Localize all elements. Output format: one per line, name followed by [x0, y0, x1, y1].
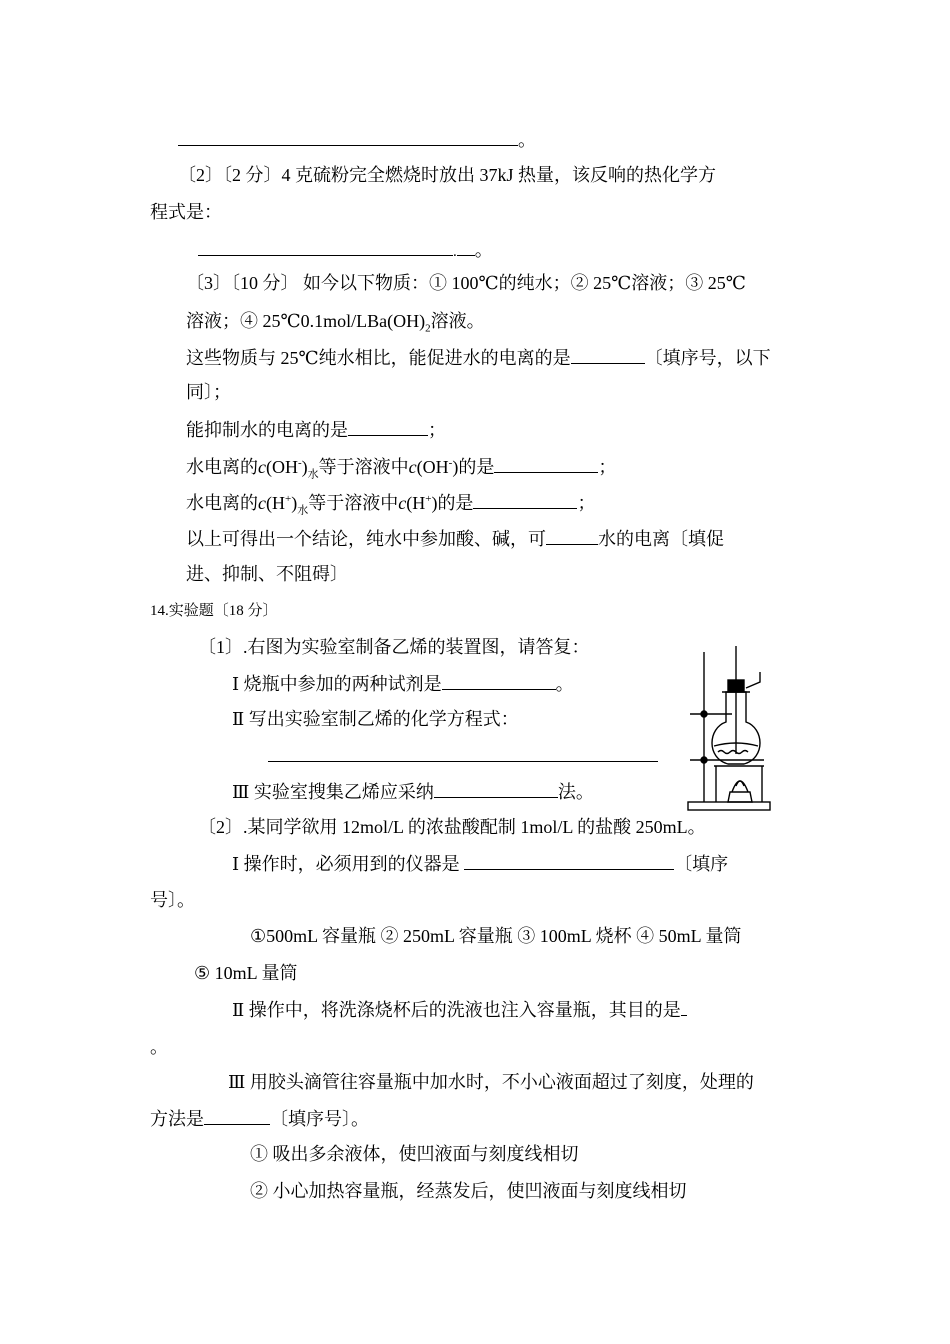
q14-choice-2: ② 小心加热容量瓶，经蒸发后，使凹液面与刻度线相切: [250, 1181, 687, 1201]
q14-part1-ii: Ⅱ 写出实验室制乙烯的化学方程式：: [232, 709, 519, 729]
answer-blank[interactable]: [204, 1107, 270, 1125]
q3-line8: 以上可得出一个结论，纯水中参加酸、碱，可 水的电离〔填促: [186, 529, 724, 549]
answer-blank[interactable]: [571, 346, 645, 364]
answer-blank[interactable]: [464, 852, 674, 870]
q14-part1-i: Ⅰ 烧瓶中参加的两种试剂是 。: [232, 674, 574, 694]
q3-line5: 能抑制水的电离的是 ；: [186, 420, 446, 440]
answer-blank[interactable]: [681, 998, 687, 1016]
answer-blank[interactable]: [494, 455, 598, 473]
q14-part2-i-cont: 号〕。: [150, 890, 195, 910]
answer-blank[interactable]: [457, 238, 475, 256]
q3-line3: 这些物质与 25℃纯水相比，能促进水的电离的是 〔填序号，以下: [186, 348, 771, 368]
answer-blank[interactable]: [348, 418, 428, 436]
q3-line9: 进、抑制、不阻碍〕: [186, 564, 348, 584]
q3-line7: 水电离的$c(H^+)_水$等于溶液中c(H+)的是 ；: [186, 493, 596, 517]
q3-line1: 〔3〕〔10 分〕 如今以下物质：① 100℃的纯水；② 25℃溶液；③ 25℃: [186, 273, 746, 293]
q14-part2-ii: Ⅱ 操作中，将洗涤烧杯后的洗液也注入容量瓶，其目的是: [232, 998, 687, 1021]
q14-part2-iii-cont: 方法是 〔填序号〕。: [150, 1109, 369, 1129]
answer-blank[interactable]: [473, 491, 577, 509]
q14-part1-head: 〔1〕.右图为实验室制备乙烯的装置图，请答复：: [198, 637, 590, 657]
q14-part1-iii: Ⅲ 实验室搜集乙烯应采纳 法。: [232, 782, 594, 802]
q2-line1: 〔2〕〔2 分〕4 克硫粉完全燃烧时放出 37kJ 热量，该反响的热化学方: [178, 165, 717, 185]
q3-line4: 同〕；: [186, 382, 231, 402]
answer-blank[interactable]: [198, 238, 453, 256]
answer-blank[interactable]: [178, 128, 518, 146]
q14-part2-iii: Ⅲ 用胶头滴管往容量瓶中加水时，不小心液面超过了刻度，处理的: [228, 1072, 754, 1092]
q14-part1-ii-answer: [268, 744, 658, 767]
q2-answer-line: . 。: [198, 238, 493, 263]
answer-line-top: 。: [178, 128, 536, 151]
q14-options-a: ①500mL 容量瓶 ② 250mL 容量瓶 ③ 100mL 烧杯 ④ 50mL 量筒: [250, 926, 742, 946]
q14-choice-1: ① 吸出多余液体，使凹液面与刻度线相切: [250, 1144, 579, 1164]
ethylene-apparatus-figure: [686, 642, 776, 814]
q3-label: 〔3〕〔10 分〕: [186, 273, 299, 293]
q14-part2-ii-end: 。: [150, 1037, 168, 1057]
q14-options-b: ⑤ 10mL 量筒: [194, 963, 298, 983]
q3-line2: 溶液；④ $25℃0.1mol/LBa(OH)_2$溶液。: [186, 311, 485, 335]
answer-blank[interactable]: [434, 780, 558, 798]
q14-part2-i: Ⅰ 操作时，必须用到的仪器是 〔填序: [232, 854, 729, 874]
alcohol-lamp: [728, 792, 752, 802]
answer-blank[interactable]: [268, 744, 658, 762]
q14-title: 14.实验题〔18 分〕: [150, 603, 278, 619]
answer-blank[interactable]: [442, 672, 556, 690]
q3-line6: 水电离的$c(OH^-)_水$等于溶液中c(OH-)的是 ；: [186, 457, 617, 481]
answer-blank[interactable]: [546, 527, 598, 545]
stand-base: [688, 802, 770, 810]
q2-label: 〔2〕〔2 分〕: [178, 165, 282, 185]
q14-part2-head: 〔2〕.某同学欲用 12mol/L 的浓盐酸配制 1mol/L 的盐酸 250mL。: [198, 817, 706, 837]
q2-line2: 程式是：: [150, 202, 222, 222]
